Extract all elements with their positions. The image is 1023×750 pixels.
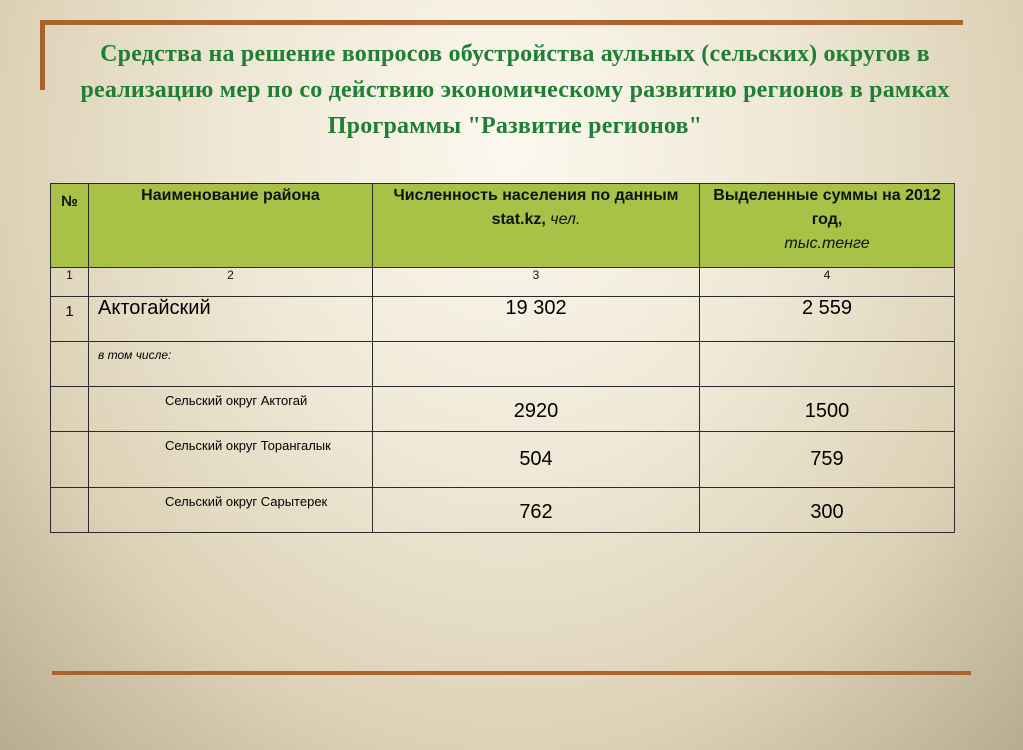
- table-row-district: [51, 297, 955, 342]
- table-row: [51, 488, 955, 533]
- top-decor-line: [40, 20, 963, 25]
- column-number: 4: [700, 268, 955, 297]
- header-amount: [700, 184, 955, 268]
- slide-title: Средства на решение вопросов обустройства аульных (сельских) округов в реализацию мер по со действию экономическому развитию регионов в рамках Программы "Развитие регионов": [80, 41, 950, 139]
- empty-cell: [51, 432, 89, 488]
- district-name: Актогайский: [89, 297, 373, 342]
- header-number: №: [51, 184, 89, 268]
- empty-cell: [373, 342, 700, 387]
- column-number-row: [51, 268, 955, 297]
- empty-cell: [51, 387, 89, 432]
- rural-district-amount: 300: [700, 488, 955, 533]
- column-number: 1: [51, 268, 89, 297]
- rural-district-population: 504: [373, 432, 700, 488]
- header-population-unit: чел.: [550, 211, 581, 228]
- header-district-name: Наименование района: [89, 184, 373, 268]
- left-decor-line: [40, 20, 45, 90]
- including-note: в том числе:: [89, 342, 373, 387]
- district-amount: 2 559: [700, 297, 955, 342]
- rural-district-amount: 759: [700, 432, 955, 488]
- rural-district-name: Сельский округ Актогай: [89, 387, 373, 432]
- header-population: [373, 184, 700, 268]
- header-amount-label: Выделенные суммы на 2012 год,: [713, 187, 941, 228]
- column-number: 2: [89, 268, 373, 297]
- rural-district-name: Сельский округ Сарытерек: [89, 488, 373, 533]
- district-number: 1: [51, 297, 89, 342]
- district-population: 19 302: [373, 297, 700, 342]
- rural-district-population: 2920: [373, 387, 700, 432]
- table-row: [51, 432, 955, 488]
- empty-cell: [51, 342, 89, 387]
- header-population-label: Численность населения по данным stat.kz,: [393, 187, 679, 228]
- empty-cell: [700, 342, 955, 387]
- rural-district-name: Сельский округ Торангалык: [89, 432, 373, 488]
- table-header-row: [51, 184, 955, 268]
- table-row: [51, 387, 955, 432]
- funding-table: [50, 183, 955, 533]
- bottom-decor-line: [52, 671, 971, 675]
- column-number: 3: [373, 268, 700, 297]
- rural-district-amount: 1500: [700, 387, 955, 432]
- empty-cell: [51, 488, 89, 533]
- table-row-note: [51, 342, 955, 387]
- rural-district-population: 762: [373, 488, 700, 533]
- header-amount-unit: тыс.тенге: [784, 235, 870, 252]
